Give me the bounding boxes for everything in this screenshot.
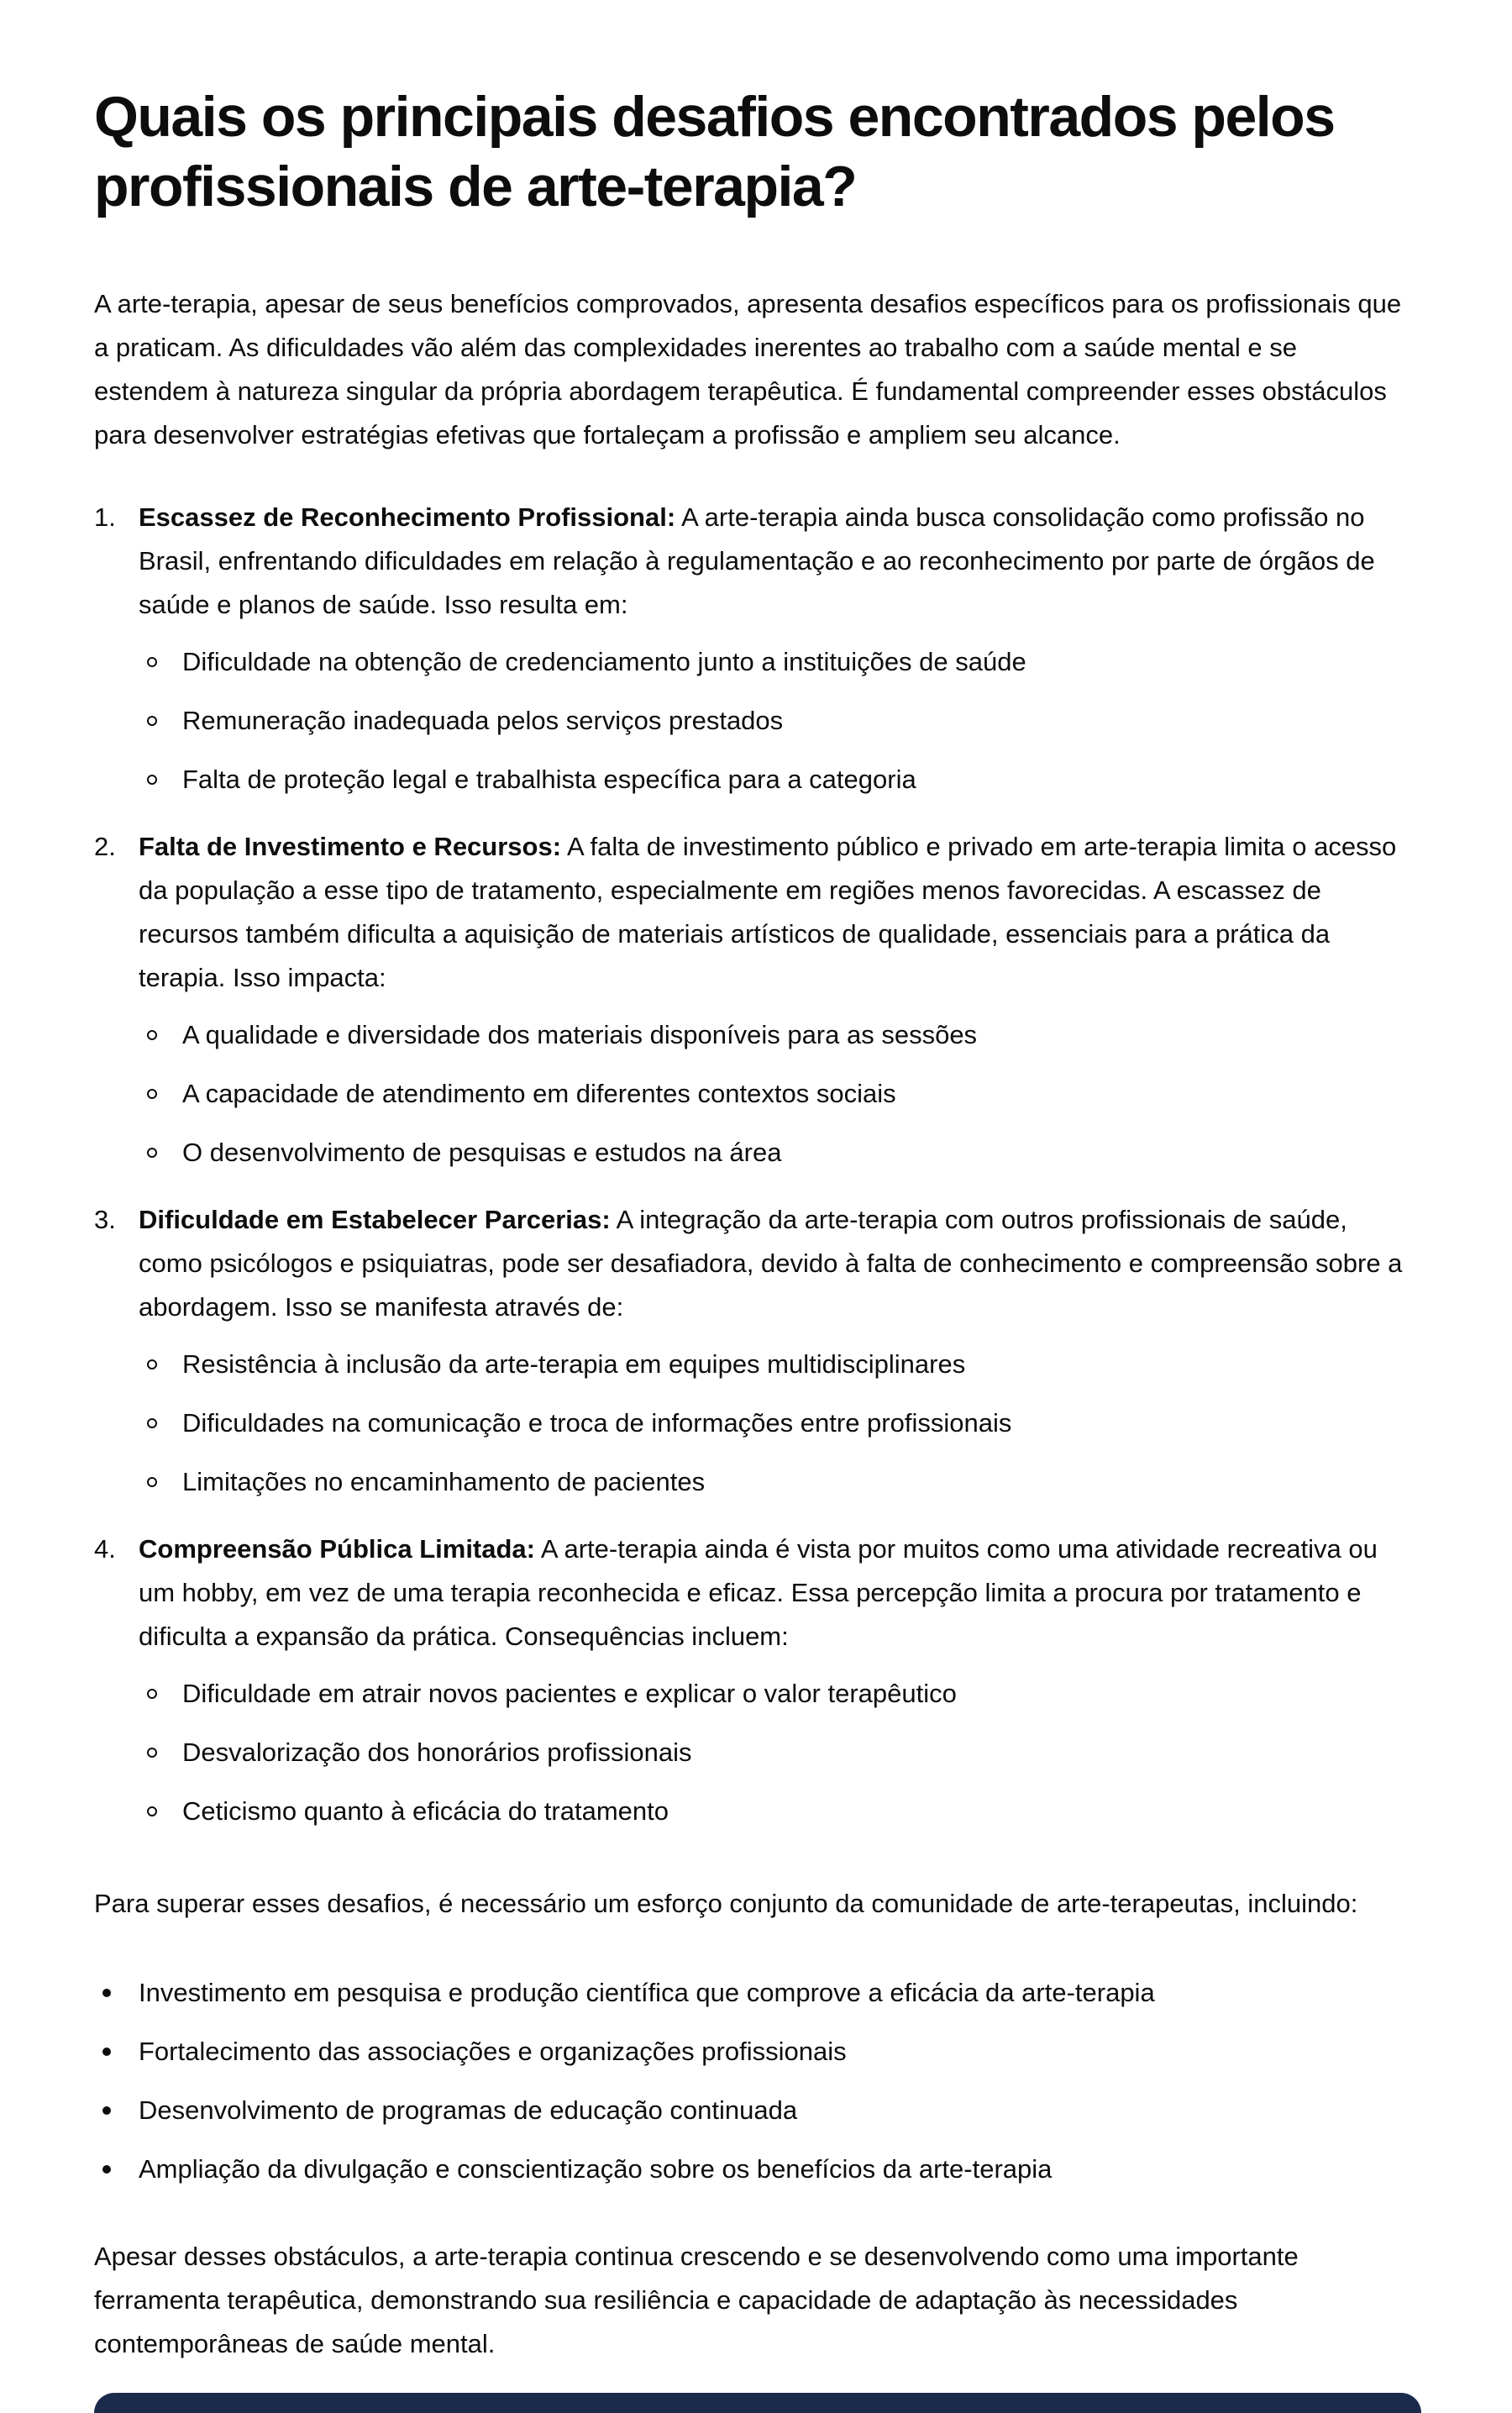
- solid-bullet-icon: [102, 2048, 111, 2056]
- solid-bullet-icon: [102, 2106, 111, 2115]
- sub-bullet-text: Resistência à inclusão da arte-terapia em equipes multidisciplinares: [182, 1348, 966, 1379]
- item-paragraph: [139, 496, 1418, 627]
- intro-paragraph: A arte-terapia, apesar de seus benefícios comprovados, apresenta desafios específicos para os profissionais que a praticam. As dificuldades vão além das complexidades inerentes ao trabalho com a saúde mental e se estendem à natureza singular da própria abordagem terapêutica. É fundamental compreender esses obstáculos para desenvolver estratégias efetivas que fortaleçam a profissão e ampliem seu alcance.: [94, 288, 1402, 449]
- sub-bullet-list: [139, 1343, 1418, 1504]
- sub-bullet-text: A capacidade de atendimento em diferentes contextos sociais: [182, 1078, 896, 1108]
- page-title: Quais os principais desafios encontrados pelos profissionais de arte-terapia?: [94, 85, 1335, 218]
- item-body-text: A falta de investimento público e privado em arte-terapia limita o acesso da população a esse tipo de tratamento, especialmente em regiões menos favorecidas. A escassez de recursos também dificulta a aquisição de materiais artísticos de qualidade, essenciais para a prática da terapia. Isso impacta:: [139, 831, 1397, 992]
- hollow-bullet-icon: [147, 1148, 157, 1158]
- hollow-bullet-icon: [147, 1477, 157, 1487]
- sub-bullet-text: Dificuldade em atrair novos pacientes e explicar o valor terapêutico: [182, 1678, 957, 1708]
- sub-bullet-text: Falta de proteção legal e trabalhista específica para a categoria: [182, 764, 916, 794]
- chat-input-bar[interactable]: [94, 2393, 1421, 2413]
- item-body-text: A integração da arte-terapia com outros profissionais de saúde, como psicólogos e psiquiatras, pode ser desafiadora, devido à falta de conhecimento e compreensão sobre a abordagem. Isso se manifesta através de:: [139, 1204, 1403, 1322]
- sub-bullet-item: [139, 758, 1418, 802]
- hollow-bullet-icon: [147, 775, 157, 785]
- hollow-bullet-icon: [147, 1089, 157, 1099]
- sub-bullet-item: [139, 1072, 1418, 1116]
- action-bullet-text: Fortalecimento das associações e organizações profissionais: [139, 2036, 847, 2066]
- solid-bullet-icon: [102, 2165, 111, 2174]
- hollow-bullet-icon: [147, 1359, 157, 1369]
- item-paragraph: [139, 825, 1418, 1000]
- sub-bullet-item: [139, 640, 1418, 684]
- sub-bullet-text: Dificuldade na obtenção de credenciamento junto a instituições de saúde: [182, 646, 1026, 676]
- numbered-item: [94, 1527, 1418, 1848]
- sub-bullet-text: Desvalorização dos honorários profissionais: [182, 1737, 692, 1767]
- item-number: 3.: [94, 1204, 116, 1234]
- hollow-bullet-icon: [147, 1689, 157, 1699]
- sub-bullet-item: [139, 1401, 1418, 1445]
- item-paragraph: [139, 1198, 1418, 1329]
- item-heading: Dificuldade em Estabelecer Parcerias:: [139, 1204, 611, 1234]
- numbered-item: [94, 1198, 1418, 1519]
- hollow-bullet-icon: [147, 1030, 157, 1040]
- solid-bullet-icon: [102, 1989, 111, 1997]
- item-heading: Compreensão Pública Limitada:: [139, 1533, 535, 1564]
- sub-bullet-item: [139, 1790, 1418, 1833]
- sub-bullet-item: [139, 1343, 1418, 1386]
- item-heading: Falta de Investimento e Recursos:: [139, 831, 562, 861]
- sub-bullet-text: Dificuldades na comunicação e troca de informações entre profissionais: [182, 1407, 1012, 1438]
- sub-bullet-text: Ceticismo quanto à eficácia do tratamento: [182, 1795, 669, 1826]
- sub-bullet-item: [139, 699, 1418, 743]
- item-heading: Escassez de Reconhecimento Profissional:: [139, 502, 676, 532]
- numbered-item: [94, 496, 1418, 817]
- action-bullet-item: [94, 2148, 1418, 2191]
- sub-bullet-list: [139, 1672, 1418, 1833]
- action-bullet-list: [94, 1971, 1418, 2191]
- numbered-list: [94, 496, 1418, 1848]
- final-paragraph: Apesar desses obstáculos, a arte-terapia continua crescendo e se desenvolvendo como uma importante ferramenta terapêutica, demonstrando sua resiliência e capacidade de adaptação às necessidades contemporâneas de saúde mental.: [94, 2241, 1299, 2358]
- sub-bullet-item: [139, 1731, 1418, 1774]
- item-number: 4.: [94, 1533, 116, 1564]
- sub-bullet-text: Limitações no encaminhamento de pacientes: [182, 1466, 706, 1496]
- sub-bullet-list: [139, 1013, 1418, 1175]
- sub-bullet-list: [139, 640, 1418, 802]
- sub-bullet-text: Remuneração inadequada pelos serviços prestados: [182, 705, 784, 735]
- sub-bullet-text: O desenvolvimento de pesquisas e estudos na área: [182, 1137, 782, 1167]
- hollow-bullet-icon: [147, 1806, 157, 1816]
- closing-intro-paragraph: Para superar esses desafios, é necessário um esforço conjunto da comunidade de arte-terapeutas, incluindo:: [94, 1888, 1358, 1918]
- item-paragraph: [139, 1527, 1418, 1659]
- item-number: 1.: [94, 502, 116, 532]
- sub-bullet-item: [139, 1013, 1418, 1057]
- action-bullet-item: [94, 1971, 1418, 2015]
- action-bullet-text: Desenvolvimento de programas de educação continuada: [139, 2095, 798, 2125]
- sub-bullet-item: [139, 1131, 1418, 1175]
- sub-bullet-item: [139, 1672, 1418, 1716]
- hollow-bullet-icon: [147, 716, 157, 726]
- action-bullet-text: Investimento em pesquisa e produção científica que comprove a eficácia da arte-terapia: [139, 1977, 1155, 2007]
- action-bullet-text: Ampliação da divulgação e conscientização sobre os benefícios da arte-terapia: [139, 2153, 1053, 2184]
- sub-bullet-item: [139, 1460, 1418, 1504]
- item-body-text: A arte-terapia ainda busca consolidação como profissão no Brasil, enfrentando dificuldades em relação à regulamentação e ao reconhecimento por parte de órgãos de saúde e planos de saúde. Isso resulta em:: [139, 502, 1375, 619]
- hollow-bullet-icon: [147, 1748, 157, 1758]
- action-bullet-item: [94, 2089, 1418, 2132]
- hollow-bullet-icon: [147, 1418, 157, 1428]
- sub-bullet-text: A qualidade e diversidade dos materiais disponíveis para as sessões: [182, 1019, 978, 1049]
- item-body-text: A arte-terapia ainda é vista por muitos como uma atividade recreativa ou um hobby, em vez de uma terapia reconhecida e eficaz. Essa percepção limita a procura por tratamento e dificulta a expansão da prática. Consequências incluem:: [139, 1533, 1378, 1651]
- item-number: 2.: [94, 831, 116, 861]
- action-bullet-item: [94, 2030, 1418, 2074]
- hollow-bullet-icon: [147, 657, 157, 667]
- numbered-item: [94, 825, 1418, 1190]
